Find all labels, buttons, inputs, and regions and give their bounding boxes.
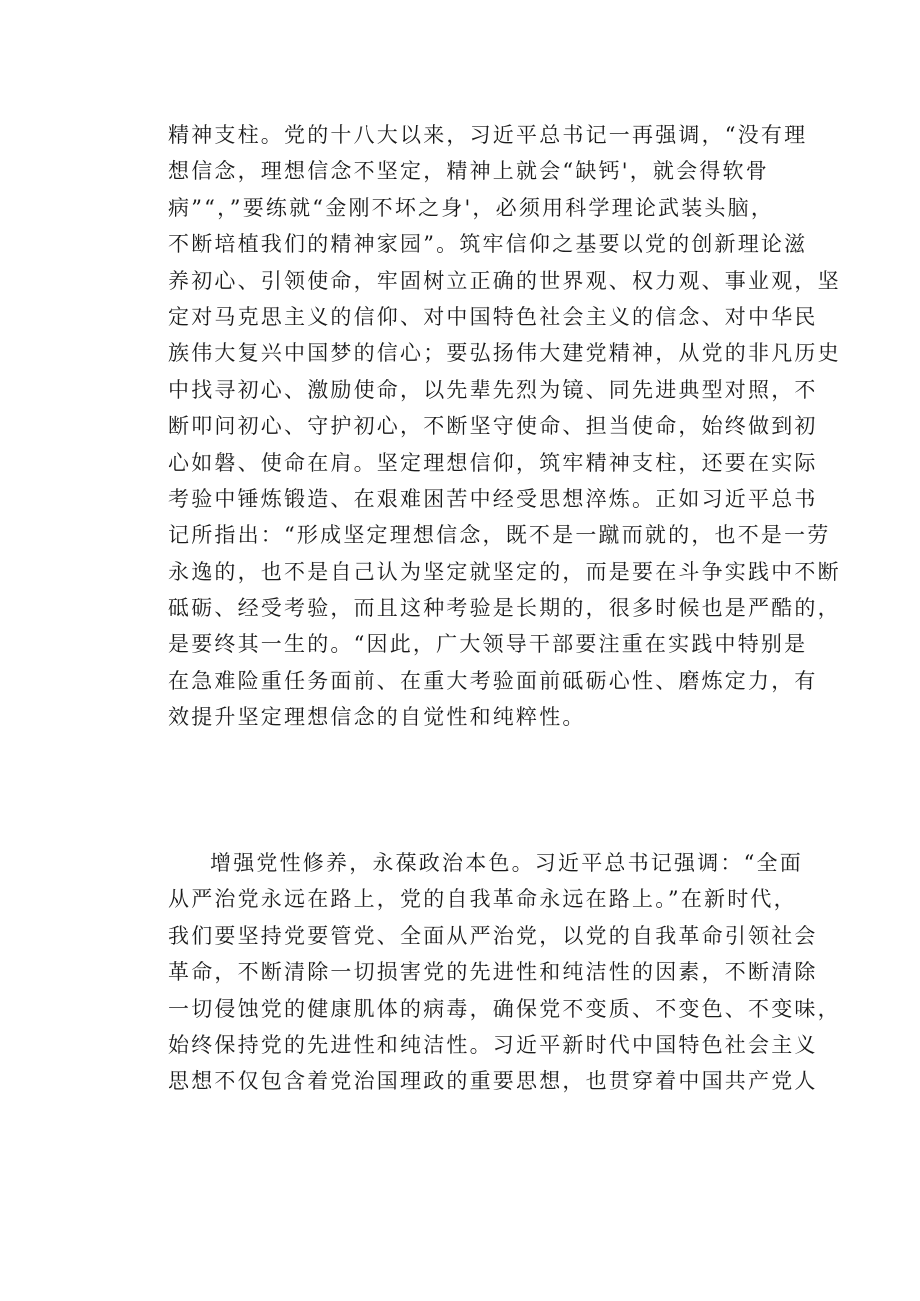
text-line: 我们要坚持党要管党、全面从严治党，以党的自我革命引领社会: [168, 923, 818, 948]
text-line: 在急难险重任务面前、在重大考验面前砥砺心性、磨炼定力，有: [168, 668, 818, 693]
text-line: 是要终其一生的。“因此，广大领导干部要注重在实践中特别是: [168, 632, 808, 657]
text-line: 效提升坚定理想信念的自觉性和纯粹性。: [168, 705, 586, 730]
text-line: 永逸的，也不是自己认为坚定就坚定的，而是要在斗争实践中不断: [168, 559, 841, 584]
text-line: 精神支柱。党的十八大以来，习近平总书记一再强调，“没有理: [168, 123, 808, 147]
paragraph-faith: [168, 117, 841, 736]
text-line: 族伟大复兴中国梦的信心；要弘扬伟大建党精神，从党的非凡历史: [168, 341, 841, 366]
text-line-indented: 增强党性修养，永葆政治本色。习近平总书记强调：“全面: [210, 851, 803, 875]
text-line: 中找寻初心、激励使命，以先辈先烈为镜、同先进典型对照，不: [168, 377, 818, 402]
text-line: 考验中锤炼锻造、在艰难困苦中经受思想淬炼。正如习近平总书: [168, 486, 818, 511]
text-line: 心如磐、使命在肩。坚定理想信仰，筑牢精神支柱，还要在实际: [168, 450, 818, 475]
text-line: 病”“，”要练就“金刚不坏之身'，必须用科学理论武装头脑，: [168, 195, 775, 220]
text-line: 养初心、引领使命，牢固树立正确的世界观、权力观、事业观，坚: [168, 268, 841, 293]
text-line: 从严治党永远在路上，党的自我革命永远在路上。”在新时代，: [168, 887, 797, 912]
text-line: 砥砺、经受考验，而且这种考验是长期的，很多时候也是严酷的，: [168, 596, 841, 621]
text-line: 断叩问初心、守护初心，不断坚守使命、担当使命，始终做到初: [168, 414, 818, 439]
text-line: 定对马克思主义的信仰、对中国特色社会主义的信念、对中华民: [168, 304, 818, 329]
text-line: 想信念，理想信念不坚定，精神上就会“缺钙'，就会得软骨: [168, 159, 769, 184]
text-line: 不断培植我们的精神家园”。筑牢信仰之基要以党的创新理论滋: [168, 232, 808, 257]
text-line: 记所指出：“形成坚定理想信念，既不是一蹴而就的，也不是一劳: [168, 523, 831, 548]
text-line: 一切侵蚀党的健康肌体的病毒，确保党不变质、不变色、不变味，: [168, 996, 841, 1021]
text-line: 思想不仅包含着党治国理政的重要思想，也贯穿着中国共产党人: [168, 1069, 818, 1094]
paragraph-party-spirit: [168, 845, 841, 1100]
text-line: 始终保持党的先进性和纯洁性。习近平新时代中国特色社会主义: [168, 1032, 818, 1057]
text-line: 革命，不断清除一切损害党的先进性和纯洁性的因素，不断清除: [168, 960, 818, 985]
